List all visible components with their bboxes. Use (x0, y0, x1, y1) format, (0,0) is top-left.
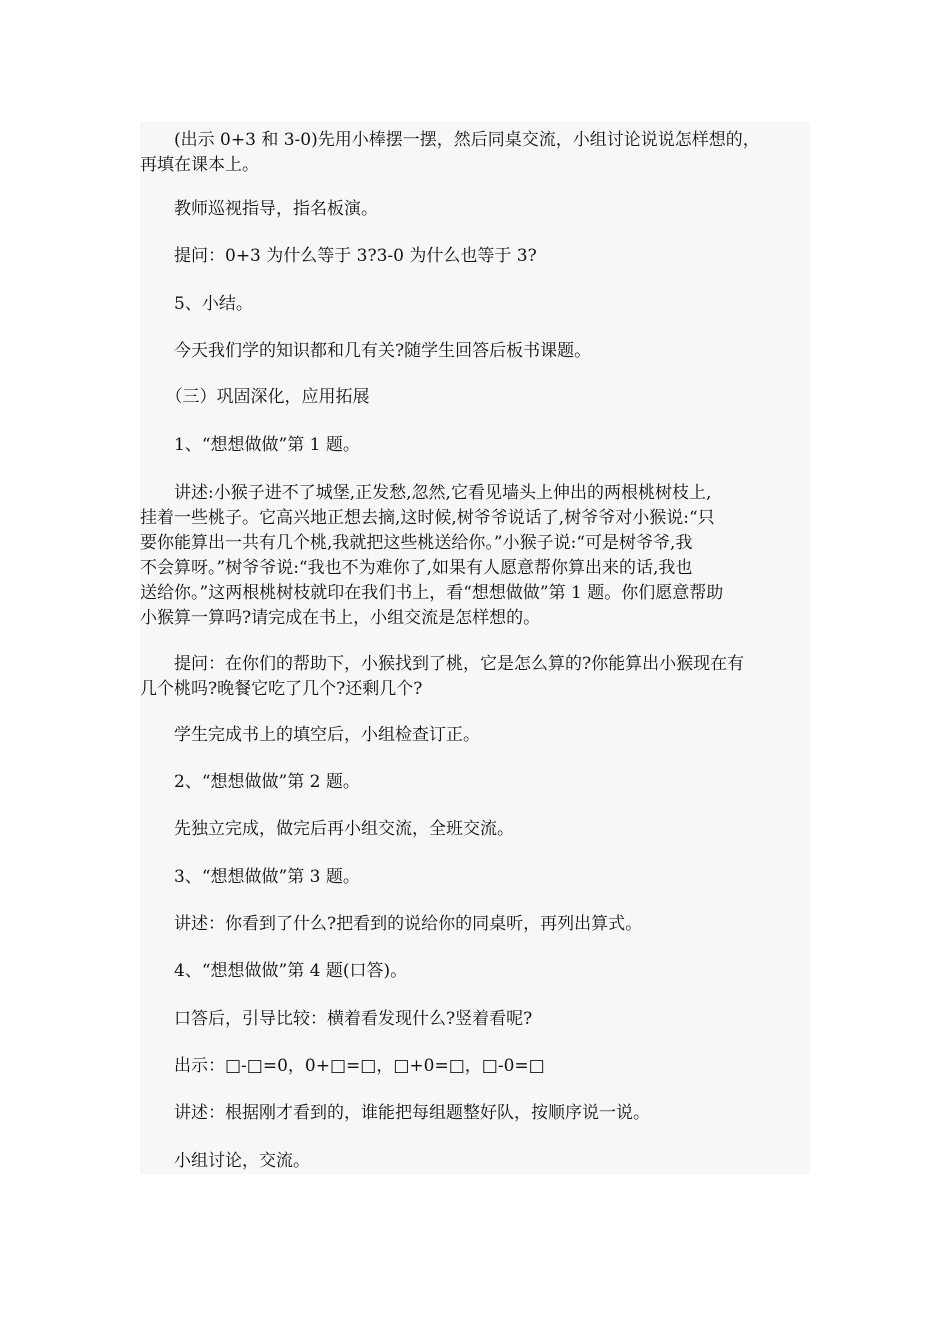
text-line: 学生完成书上的填空后，小组检查订正。 (140, 725, 480, 745)
text-line: (出示 0+3 和 3-0)先用小棒摆一摆，然后同桌交流，小组讨论说说怎样想的， (140, 130, 760, 150)
text-line: 提问：在你们的帮助下，小猴找到了桃，它是怎么算的?你能算出小猴现在有 (140, 654, 745, 674)
text-line: 挂着一些桃子。它高兴地正想去摘,这时候,树爷爷说话了,树爷爷对小猴说:“只 (140, 508, 715, 528)
paragraph (140, 912, 810, 937)
text-line: 提问：0+3 为什么等于 3?3-0 为什么也等于 3? (140, 246, 537, 266)
text-line: （三）巩固深化，应用拓展 (140, 387, 370, 407)
paragraph (140, 1149, 810, 1174)
text-line: 讲述：你看到了什么?把看到的说给你的同桌听，再列出算式。 (140, 914, 643, 934)
paragraph (140, 481, 810, 631)
text-line: 1、“想想做做”第 1 题。 (140, 435, 360, 455)
text-line: 4、“想想做做”第 4 题(口答)。 (140, 961, 408, 981)
paragraph (140, 244, 810, 269)
paragraph (140, 292, 810, 317)
paragraph (140, 339, 810, 364)
text-line: 讲述:小猴子进不了城堡,正发愁,忽然,它看见墙头上伸出的两根桃树枝上, (140, 483, 712, 503)
paragraph (140, 770, 810, 795)
paragraph (140, 1007, 810, 1032)
paragraph (140, 385, 810, 410)
text-line: 送给你。”这两根桃树枝就印在我们书上，看“想想做做”第 1 题。你们愿意帮助 (140, 583, 724, 603)
text-line: 要你能算出一共有几个桃,我就把这些桃送给你。”小猴子说:“可是树爷爷,我 (140, 533, 693, 553)
text-line: 再填在课本上。 (140, 155, 259, 175)
text-line: 出示：□-□=0，0+□=□，□+0=□，□-0=□ (140, 1056, 545, 1076)
text-line: 教师巡视指导，指名板演。 (140, 199, 378, 219)
text-line: 先独立完成，做完后再小组交流，全班交流。 (140, 819, 514, 839)
text-line: 2、“想想做做”第 2 题。 (140, 772, 360, 792)
paragraph (140, 817, 810, 842)
paragraph (140, 959, 810, 984)
text-line: 讲述：根据刚才看到的，谁能把每组题整好队，按顺序说一说。 (140, 1103, 650, 1123)
paragraph (140, 128, 810, 178)
paragraph (140, 1101, 810, 1126)
paragraph (140, 1054, 810, 1079)
paragraph (140, 652, 810, 702)
text-line: 3、“想想做做”第 3 题。 (140, 867, 360, 887)
paragraph (140, 433, 810, 458)
text-line: 口答后，引导比较：横着看发现什么?竖着看呢? (140, 1009, 533, 1029)
text-line: 不会算呀。”树爷爷说:“我也不为难你了,如果有人愿意帮你算出来的话,我也 (140, 558, 693, 578)
text-line: 5、小结。 (140, 294, 253, 314)
paragraph (140, 865, 810, 890)
text-line: 今天我们学的知识都和几有关?随学生回答后板书课题。 (140, 341, 592, 361)
paragraph (140, 723, 810, 748)
paragraph (140, 197, 810, 222)
text-line: 小猴算一算吗?请完成在书上，小组交流是怎样想的。 (140, 608, 541, 628)
text-line: 小组讨论，交流。 (140, 1151, 310, 1171)
text-line: 几个桃吗?晚餐它吃了几个?还剩几个? (140, 679, 423, 699)
